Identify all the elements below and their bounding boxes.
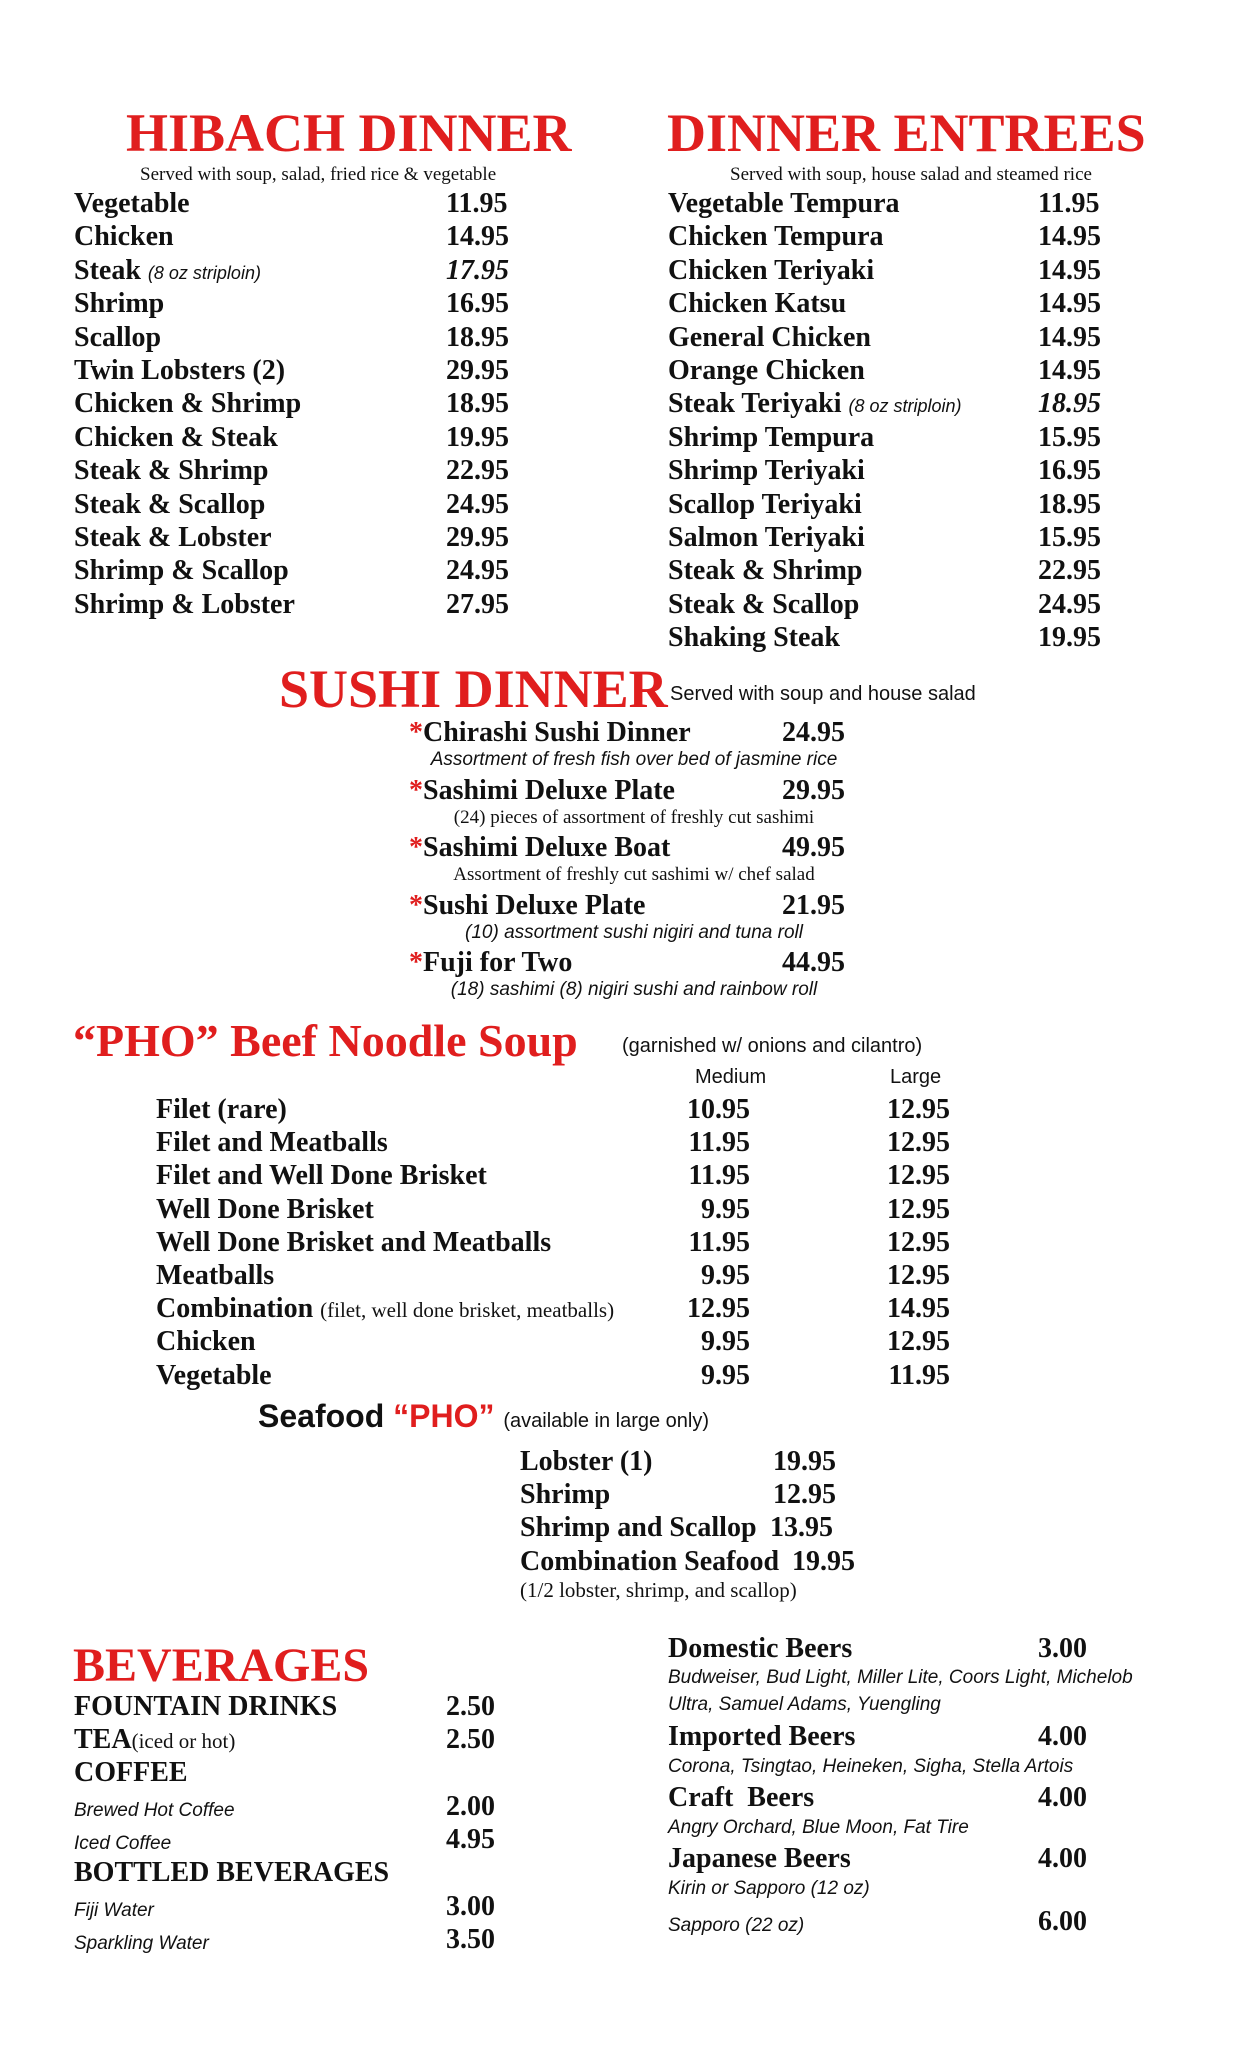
seafood-pho-title xyxy=(258,1398,709,1435)
sushi-item-price: 24.95 xyxy=(782,717,845,748)
entrees-item-price: 24.95 xyxy=(1038,588,1101,620)
bev-iced-name: Iced Coffee xyxy=(74,1833,172,1854)
hibachi-item-price: 29.95 xyxy=(446,522,509,553)
hibachi-item-label: Steak & Scallop xyxy=(74,488,266,520)
seafood-pho-footnote: (1/2 lobster, shrimp, and scallop) xyxy=(520,1578,797,1602)
sushi-star: * xyxy=(409,717,423,748)
pho-item-medium: 11.95 xyxy=(688,1160,750,1192)
seafood-pho-title-red: “PHO” xyxy=(393,1398,495,1434)
seafood-item-price: 12.95 xyxy=(773,1479,836,1511)
bev-fountain-name: FOUNTAIN DRINKS xyxy=(74,1691,338,1722)
bev-tea-price: 2.50 xyxy=(446,1724,495,1755)
hibachi-item-label: Shrimp & Lobster xyxy=(74,588,295,620)
pho-item-name xyxy=(156,1226,551,1259)
hibachi-item-name xyxy=(74,554,289,587)
entrees-item-name xyxy=(668,588,859,621)
sushi-item-price: 29.95 xyxy=(782,774,845,806)
seafood-item-name: Shrimp xyxy=(520,1479,611,1511)
pho-item-large: 12.95 xyxy=(887,1193,950,1225)
entrees-item-price: 19.95 xyxy=(1038,622,1101,654)
sushi-star: * xyxy=(409,947,423,978)
sushi-item-label: Sashimi Deluxe Plate xyxy=(423,774,675,806)
beer-sapporo22-name: Sapporo (22 oz) xyxy=(668,1915,805,1936)
entrees-item-label: Shrimp Tempura xyxy=(668,421,875,453)
pho-item-label: Combination xyxy=(156,1293,314,1325)
sushi-item-name xyxy=(409,889,645,922)
pho-item-label: Filet and Meatballs xyxy=(156,1127,388,1159)
entrees-item-label: Vegetable Tempura xyxy=(668,188,900,219)
hibachi-item-label: Vegetable xyxy=(74,188,190,219)
entrees-item-label: Chicken Teriyaki xyxy=(668,254,875,286)
entrees-item-label: Steak & Scallop xyxy=(668,588,860,620)
entrees-item-price: 11.95 xyxy=(1038,188,1100,219)
hibachi-item-name xyxy=(74,488,265,521)
entrees-item-name xyxy=(668,220,884,253)
bev-tea-note: (iced or hot) xyxy=(131,1729,236,1753)
pho-item-large: 11.95 xyxy=(888,1359,950,1391)
bev-bottled-name: BOTTLED BEVERAGES xyxy=(74,1857,390,1888)
hibachi-item-note: (8 oz striploin) xyxy=(147,262,261,283)
entrees-item-name xyxy=(668,254,874,287)
bev-sparkling-price: 3.50 xyxy=(446,1924,495,1955)
entrees-item-name xyxy=(668,621,840,654)
entrees-item-price: 18.95 xyxy=(1038,388,1101,420)
beer-domestic-desc1: Budweiser, Bud Light, Miller Lite, Coors Light, Michelob xyxy=(668,1667,1133,1688)
beer-domestic-desc2: Ultra, Samuel Adams, Yuengling xyxy=(668,1694,941,1715)
pho-item-name xyxy=(156,1126,388,1159)
hibachi-item-name xyxy=(74,187,190,220)
entrees-item-label: Orange Chicken xyxy=(668,355,865,386)
entrees-item-price: 15.95 xyxy=(1038,421,1101,453)
entrees-item-name xyxy=(668,488,862,521)
sushi-item-label: Sushi Deluxe Plate xyxy=(423,889,646,921)
hibachi-item-price: 16.95 xyxy=(446,288,509,320)
hibachi-item-label: Steak & Lobster xyxy=(74,522,272,553)
entrees-item-price: 14.95 xyxy=(1038,321,1101,353)
hibachi-item-name xyxy=(74,521,272,554)
entrees-item-price: 14.95 xyxy=(1038,288,1101,320)
entrees-item-price: 14.95 xyxy=(1038,355,1101,386)
bev-coffee-name: COFFEE xyxy=(74,1757,188,1788)
entrees-item-name xyxy=(668,521,865,554)
pho-item-name xyxy=(156,1292,614,1327)
beer-japanese-name: Japanese Beers xyxy=(668,1843,851,1874)
beer-craft-name: Craft Beers xyxy=(668,1782,815,1813)
sushi-item-desc: Assortment of freshly cut sashimi w/ chef salad xyxy=(453,864,815,885)
hibachi-item-price: 27.95 xyxy=(446,588,509,620)
beer-imported-name: Imported Beers xyxy=(668,1721,856,1752)
pho-item-medium: 11.95 xyxy=(688,1226,750,1258)
pho-item-large: 12.95 xyxy=(887,1326,950,1358)
bev-fiji-price: 3.00 xyxy=(446,1891,495,1922)
sushi-item-name xyxy=(409,946,572,979)
entrees-item-name xyxy=(668,387,962,423)
hibachi-item-name xyxy=(74,588,295,621)
hibachi-item-label: Scallop xyxy=(74,321,162,353)
seafood-item-name: Lobster (1) xyxy=(520,1446,653,1477)
bev-sparkling-name: Sparkling Water xyxy=(74,1933,209,1954)
entrees-item-label: Shrimp Teriyaki xyxy=(668,455,865,487)
sushi-title: SUSHI DINNER xyxy=(279,659,668,719)
hibachi-item-price: 22.95 xyxy=(446,455,509,487)
pho-item-medium: 9.95 xyxy=(701,1326,750,1358)
bev-brewed-price: 2.00 xyxy=(446,1791,495,1822)
hibachi-subtitle: Served with soup, salad, fried rice & vegetable xyxy=(140,164,497,185)
seafood-item-price: 19.95 xyxy=(773,1446,836,1477)
pho-item-name xyxy=(156,1325,256,1358)
pho-col-medium: Medium xyxy=(695,1066,767,1088)
entrees-item-label: General Chicken xyxy=(668,321,871,353)
hibachi-item-price: 19.95 xyxy=(446,421,509,453)
beer-craft-desc: Angry Orchard, Blue Moon, Fat Tire xyxy=(668,1817,969,1838)
beer-craft-price: 4.00 xyxy=(1038,1782,1087,1813)
entrees-item-note: (8 oz striploin) xyxy=(848,396,962,417)
bev-fiji-name: Fiji Water xyxy=(74,1900,154,1921)
hibachi-item-label: Shrimp & Scallop xyxy=(74,555,289,587)
hibachi-item-price: 29.95 xyxy=(446,355,509,386)
pho-subtitle: (garnished w/ onions and cilantro) xyxy=(622,1035,923,1057)
sushi-item-desc: (18) sashimi (8) nigiri sushi and rainbow roll xyxy=(450,979,818,1000)
hibachi-item-name xyxy=(74,387,301,420)
hibachi-title: HIBACH DINNER xyxy=(126,103,572,163)
hibachi-item-name xyxy=(74,220,174,253)
entrees-item-name xyxy=(668,454,865,487)
entrees-item-label: Chicken Tempura xyxy=(668,221,884,253)
hibachi-item-price: 17.95 xyxy=(446,254,509,286)
bev-tea-name: TEA xyxy=(74,1724,132,1755)
seafood-item-price: 19.95 xyxy=(792,1545,855,1577)
entrees-title: DINNER ENTREES xyxy=(667,103,1146,163)
sushi-item-price: 44.95 xyxy=(782,947,845,978)
beverages-title: BEVERAGES xyxy=(73,1639,370,1692)
entrees-item-label: Steak Teriyaki xyxy=(668,388,842,420)
pho-item-name xyxy=(156,1093,287,1126)
entrees-item-price: 16.95 xyxy=(1038,455,1101,487)
hibachi-item-price: 18.95 xyxy=(446,321,509,353)
sushi-item-price: 21.95 xyxy=(782,889,845,921)
beer-imported-desc: Corona, Tsingtao, Heineken, Sigha, Stella Artois xyxy=(668,1756,1074,1777)
hibachi-item-price: 24.95 xyxy=(446,488,509,520)
hibachi-item-price: 14.95 xyxy=(446,221,509,253)
sushi-item-name xyxy=(409,716,691,749)
entrees-item-name xyxy=(668,421,874,454)
entrees-item-label: Chicken Katsu xyxy=(668,288,847,320)
beer-japanese-price: 4.00 xyxy=(1038,1843,1087,1874)
pho-item-name xyxy=(156,1259,274,1292)
hibachi-item-name xyxy=(74,254,261,290)
bev-iced-price: 4.95 xyxy=(446,1824,495,1855)
hibachi-item-label: Chicken xyxy=(74,221,174,253)
pho-item-label: Well Done Brisket and Meatballs xyxy=(156,1226,552,1258)
pho-item-large: 12.95 xyxy=(887,1160,950,1192)
pho-item-large: 12.95 xyxy=(887,1226,950,1258)
entrees-item-price: 15.95 xyxy=(1038,522,1101,553)
pho-item-name xyxy=(156,1159,487,1192)
pho-item-label: Filet (rare) xyxy=(156,1094,287,1125)
bev-brewed-name: Brewed Hot Coffee xyxy=(74,1800,235,1821)
seafood-pho-subtitle: (available in large only) xyxy=(503,1410,710,1432)
hibachi-item-price: 24.95 xyxy=(446,555,509,587)
pho-item-medium: 10.95 xyxy=(687,1094,750,1125)
sushi-item-name xyxy=(409,774,675,807)
entrees-item-price: 22.95 xyxy=(1038,555,1101,587)
hibachi-item-price: 18.95 xyxy=(446,388,509,420)
pho-item-label: Well Done Brisket xyxy=(156,1193,374,1225)
sushi-star: * xyxy=(409,832,423,863)
pho-col-large: Large xyxy=(890,1066,942,1088)
pho-item-label: Vegetable xyxy=(156,1359,272,1391)
pho-item-label: Filet and Well Done Brisket xyxy=(156,1160,487,1192)
sushi-item-name xyxy=(409,831,670,864)
sushi-item-label: Sashimi Deluxe Boat xyxy=(423,832,671,863)
entrees-subtitle: Served with soup, house salad and steamed rice xyxy=(730,164,1092,185)
entrees-item-name xyxy=(668,321,871,354)
hibachi-item-name xyxy=(74,287,164,320)
hibachi-item-label: Chicken & Shrimp xyxy=(74,388,302,420)
entrees-item-label: Salmon Teriyaki xyxy=(668,522,865,553)
sushi-subtitle: Served with soup and house salad xyxy=(670,683,976,705)
hibachi-item-label: Shrimp xyxy=(74,288,165,320)
hibachi-item-name xyxy=(74,321,161,354)
beer-domestic-price: 3.00 xyxy=(1038,1633,1087,1664)
beer-domestic-name: Domestic Beers xyxy=(668,1633,853,1664)
pho-item-large: 14.95 xyxy=(887,1293,950,1325)
hibachi-item-name xyxy=(74,421,278,454)
pho-item-note: (filet, well done brisket, meatballs) xyxy=(320,1298,615,1323)
entrees-item-name xyxy=(668,187,900,220)
entrees-item-label: Scallop Teriyaki xyxy=(668,488,862,520)
sushi-star: * xyxy=(409,889,423,921)
pho-title: “PHO” Beef Noodle Soup xyxy=(73,1015,578,1066)
sushi-item-desc: (24) pieces of assortment of freshly cut sashimi xyxy=(453,806,815,828)
seafood-item-name: Shrimp and Scallop xyxy=(520,1512,757,1544)
entrees-item-price: 18.95 xyxy=(1038,488,1101,520)
bev-fountain-price: 2.50 xyxy=(446,1691,495,1722)
entrees-item-label: Steak & Shrimp xyxy=(668,555,863,587)
hibachi-item-label: Steak xyxy=(74,254,141,286)
seafood-pho-title-prefix: Seafood xyxy=(258,1398,385,1434)
seafood-item-price: 13.95 xyxy=(770,1512,833,1544)
sushi-item-label: Chirashi Sushi Dinner xyxy=(423,717,691,748)
hibachi-item-price: 11.95 xyxy=(446,188,508,219)
sushi-item-label: Fuji for Two xyxy=(423,947,573,978)
entrees-item-name xyxy=(668,354,865,387)
pho-item-medium: 11.95 xyxy=(688,1127,750,1159)
pho-item-name xyxy=(156,1359,272,1392)
sushi-item-desc: (10) assortment sushi nigiri and tuna roll xyxy=(465,921,803,943)
entrees-item-label: Shaking Steak xyxy=(668,622,840,654)
seafood-item-name: Combination Seafood xyxy=(520,1545,780,1577)
entrees-item-name xyxy=(668,554,862,587)
pho-item-medium: 12.95 xyxy=(687,1293,750,1325)
hibachi-item-label: Twin Lobsters (2) xyxy=(74,355,286,386)
pho-item-medium: 9.95 xyxy=(701,1260,750,1291)
beer-imported-price: 4.00 xyxy=(1038,1721,1087,1752)
entrees-item-name xyxy=(668,287,846,320)
pho-item-large: 12.95 xyxy=(887,1127,950,1159)
pho-item-label: Chicken xyxy=(156,1326,256,1358)
hibachi-item-label: Steak & Shrimp xyxy=(74,455,269,487)
hibachi-item-name xyxy=(74,354,285,387)
hibachi-item-label: Chicken & Steak xyxy=(74,421,278,453)
pho-item-medium: 9.95 xyxy=(701,1193,750,1225)
sushi-item-desc: Assortment of fresh fish over bed of jasmine rice xyxy=(430,749,838,770)
beer-japanese-desc: Kirin or Sapporo (12 oz) xyxy=(668,1878,870,1899)
entrees-item-price: 14.95 xyxy=(1038,254,1101,286)
sushi-star: * xyxy=(409,774,423,806)
pho-item-large: 12.95 xyxy=(887,1260,950,1291)
hibachi-item-name xyxy=(74,454,268,487)
pho-item-label: Meatballs xyxy=(156,1260,275,1291)
beer-sapporo22-price: 6.00 xyxy=(1038,1906,1087,1937)
pho-item-large: 12.95 xyxy=(887,1094,950,1125)
sushi-item-price: 49.95 xyxy=(782,832,845,863)
pho-item-name xyxy=(156,1193,374,1226)
pho-item-medium: 9.95 xyxy=(701,1359,750,1391)
entrees-item-price: 14.95 xyxy=(1038,221,1101,253)
